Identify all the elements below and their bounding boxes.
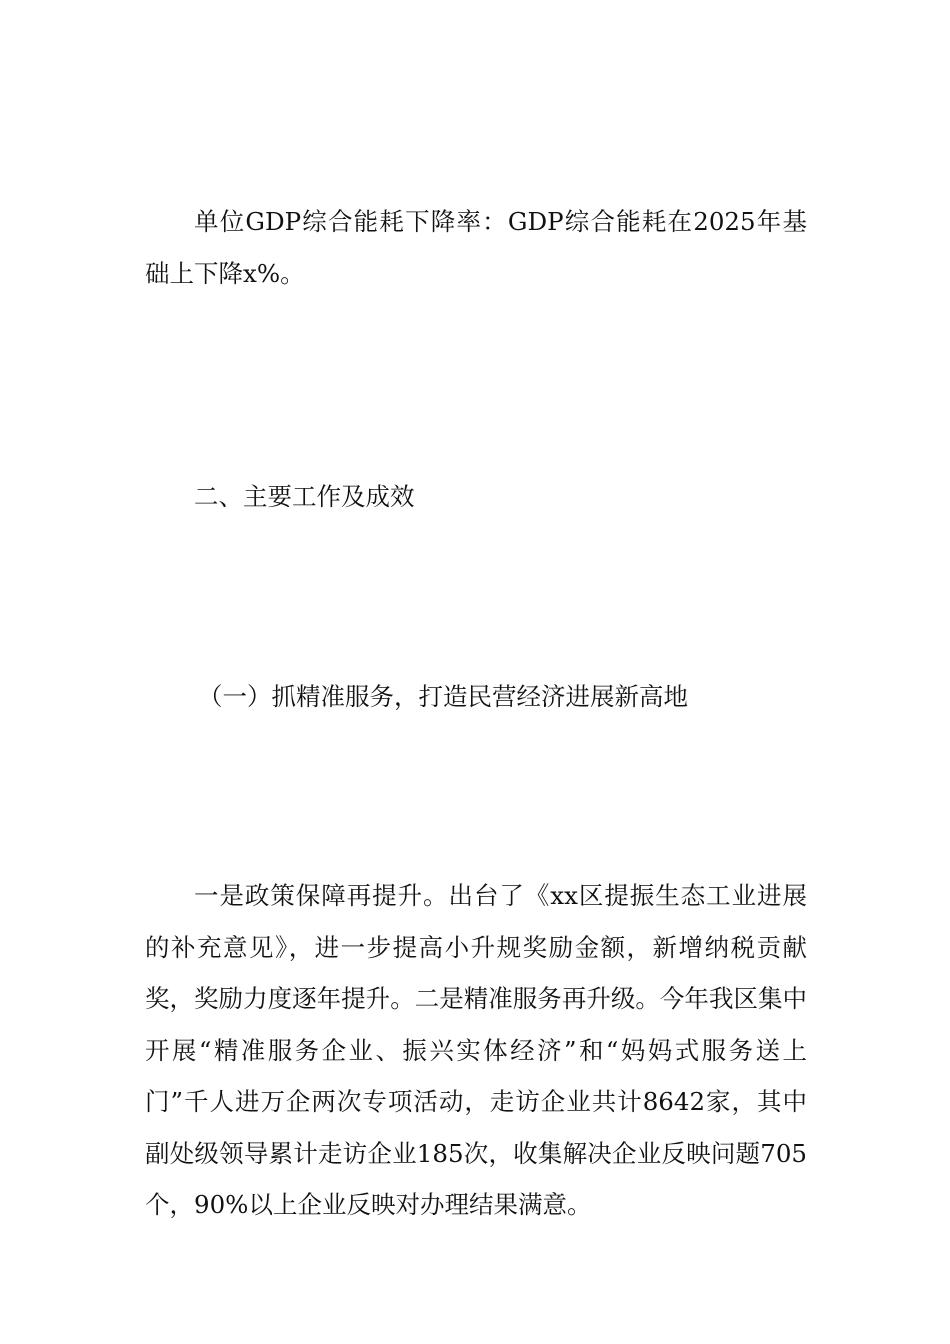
section-heading: 二、主要工作及成效 xyxy=(194,482,415,511)
paragraph-gdp-energy: 单位GDP综合能耗下降率：GDP综合能耗在2025年基础上下降x%。 xyxy=(145,207,807,288)
subsection-heading: （一）抓精准服务，打造民营经济进展新高地 xyxy=(198,682,688,711)
paragraph-policy-service: 一是政策保障再提升。出台了《xx区提振生态工业进展的补充意见》，进一步提高小升规奖励金额，新增纳税贡献奖，奖励力度逐年提升。二是精准服务再升级。今年我区集中开展“精准服务企业、振兴实体经济”和“妈妈式服务送上门”千人进万企两次专项活动，走访企业共计8642家，其中副处级领导累计走访企业185次，收集解决企业反映问题705个，90%以上企业反映对办理结果满意。 xyxy=(145,881,807,1219)
